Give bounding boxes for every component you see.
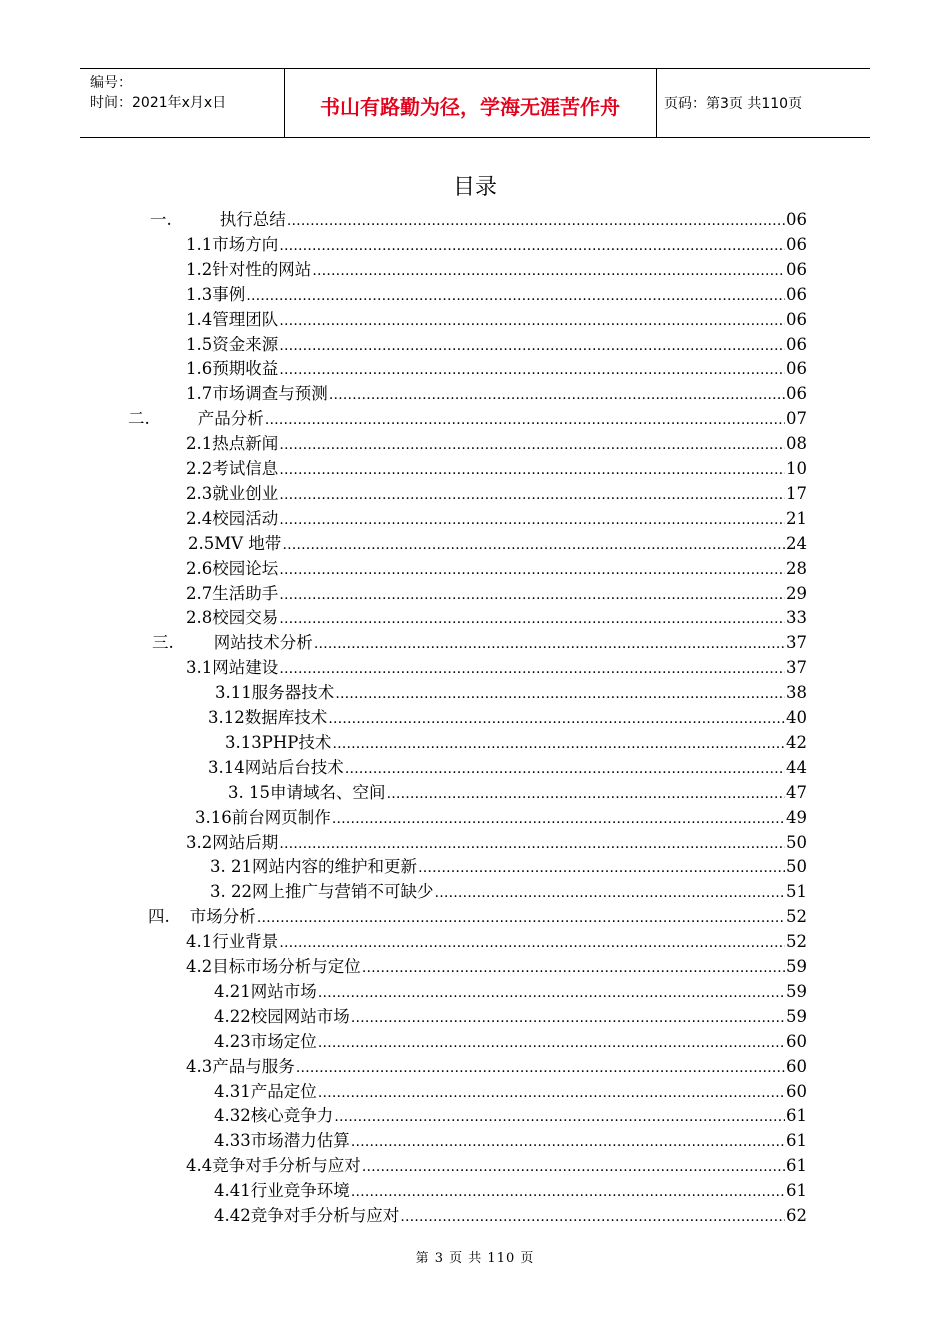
toc-entry[interactable] (186, 357, 807, 381)
toc-entry[interactable] (186, 382, 807, 406)
toc-entry-number: 2.1 (186, 434, 213, 454)
toc-entry-number: 3. 15 (228, 782, 270, 802)
toc-entry-number: 1.1 (186, 234, 213, 254)
toc-entry[interactable] (214, 1104, 807, 1128)
toc-entry-title: 就业创业 (212, 483, 279, 503)
toc-dot-leader (332, 807, 785, 831)
toc-dot-leader (351, 1130, 785, 1154)
toc-entry[interactable] (186, 582, 807, 606)
toc-entry-page: 17 (786, 483, 807, 503)
toc-entry-page: 50 (786, 857, 807, 877)
toc-entry-page: 06 (786, 309, 807, 329)
header-page-info: 页码：第3页 共110页 (664, 96, 803, 112)
toc-entry-number: 4.22 (214, 1006, 251, 1026)
toc-dot-leader (345, 757, 785, 781)
toc-entry[interactable] (214, 1080, 807, 1104)
toc-dot-leader (279, 458, 785, 482)
toc-entry-number: 4.21 (214, 981, 251, 1001)
toc-entry-number: 4.42 (214, 1206, 251, 1225)
toc-entry-page: 61 (786, 1156, 807, 1176)
toc-dot-leader (279, 657, 785, 681)
toc-entry-page: 06 (786, 359, 807, 379)
toc-entry-title: 市场分析 (189, 907, 256, 927)
toc-dot-leader (329, 383, 785, 407)
toc-entry-number: 4.33 (214, 1131, 251, 1151)
toc-entry-page: 61 (786, 1131, 807, 1151)
toc-entry-page: 60 (786, 1081, 807, 1101)
toc-dot-leader (328, 707, 785, 731)
toc-entry-title: 网站技术分析 (213, 633, 313, 653)
document-time-label: 时间：2021年x月x日 (90, 95, 227, 111)
toc-entry[interactable] (186, 1154, 807, 1178)
toc-entry[interactable] (150, 208, 807, 232)
toc-entry[interactable] (214, 1030, 807, 1054)
toc-entry-title: 考试信息 (212, 459, 279, 478)
toc-entry[interactable] (208, 756, 807, 780)
toc-entry-number: 3.13PHP (225, 732, 299, 752)
toc-entry-number: 2.6 (186, 558, 213, 578)
toc-entry-page: 08 (786, 434, 807, 454)
toc-entry[interactable] (186, 930, 807, 954)
toc-entry-page: 38 (786, 683, 807, 703)
toc-entry-page: 37 (786, 633, 807, 653)
toc-dot-leader (318, 1031, 785, 1055)
toc-entry[interactable] (186, 457, 807, 481)
toc-entry[interactable] (188, 532, 807, 556)
toc-entry-page: 42 (786, 732, 807, 752)
toc-entry-number: 一. (150, 210, 172, 229)
toc-dot-leader (279, 931, 785, 955)
toc-entry-number: 2.3 (186, 483, 213, 503)
toc-dot-leader (318, 1081, 785, 1105)
toc-entry-page: 28 (786, 558, 807, 578)
toc-entry-title: MV 地带 (214, 533, 282, 553)
toc-dot-leader (279, 558, 785, 582)
toc-entry-page: 60 (786, 1056, 807, 1076)
toc-entry[interactable] (152, 631, 807, 655)
toc-entry[interactable] (186, 1055, 807, 1079)
page-footer: 第 3 页 共 110 页 (415, 1251, 535, 1266)
toc-entry-number: 3.2 (186, 832, 213, 852)
toc-entry-page: 29 (786, 583, 807, 603)
toc-entry-page: 33 (786, 608, 807, 628)
toc-entry-number: 3. 22 (210, 882, 252, 902)
toc-entry-title: 行业背景 (212, 932, 279, 952)
toc-entry-page: 49 (786, 807, 807, 827)
toc-dot-leader (279, 234, 785, 258)
toc-dot-leader (279, 583, 785, 607)
toc-entry[interactable] (186, 258, 807, 282)
toc-entry-title: 竞争对手分析与应对 (212, 1156, 361, 1176)
toc-entry-title: 产品定位 (250, 1081, 317, 1101)
toc-entry-number: 1.5 (186, 334, 213, 354)
toc-entry-page: 59 (786, 957, 807, 976)
toc-dot-leader (279, 607, 785, 631)
toc-entry[interactable] (186, 831, 807, 855)
toc-dot-leader (434, 881, 785, 905)
toc-entry-number: 3.16 (195, 807, 232, 827)
toc-dot-leader (296, 1056, 785, 1080)
toc-dot-leader (332, 732, 785, 756)
toc-entry-page: 50 (786, 832, 807, 852)
toc-entry-page: 61 (786, 1181, 807, 1201)
toc-entry-page: 06 (786, 334, 807, 354)
toc-entry[interactable] (128, 407, 807, 431)
toc-entry[interactable] (214, 1129, 807, 1153)
toc-entry-number: 4.23 (214, 1031, 251, 1051)
toc-entry-title: 针对性的网站 (212, 259, 312, 279)
header-divider-right (656, 69, 657, 137)
toc-entry[interactable] (214, 980, 807, 1004)
toc-title: 目录 (452, 175, 497, 200)
toc-entry[interactable] (186, 333, 807, 357)
toc-entry-title: 网站内容的维护和更新 (251, 857, 417, 877)
toc-entry-title: 行业竞争环境 (250, 1181, 350, 1201)
toc-entry-title: 产品与服务 (212, 1056, 295, 1076)
toc-entry-number: 4.32 (214, 1106, 251, 1126)
toc-entry-number: 四. (148, 907, 170, 927)
toc-dot-leader (386, 782, 785, 806)
toc-entry-page: 62 (786, 1206, 807, 1225)
toc-dot-leader (279, 334, 785, 358)
toc-entry[interactable] (186, 606, 807, 630)
toc-entry-number: 4.31 (214, 1081, 251, 1101)
toc-entry[interactable] (210, 855, 807, 879)
toc-dot-leader (314, 632, 785, 656)
toc-dot-leader (362, 1155, 785, 1179)
toc-entry-number: 2.2 (186, 459, 213, 478)
toc-entry-page: 51 (786, 882, 807, 902)
toc-entry-page: 21 (786, 508, 807, 528)
toc-entry-number: 3.12 (208, 708, 245, 727)
toc-entry[interactable] (214, 1005, 807, 1029)
toc-entry[interactable] (186, 955, 807, 979)
toc-entry-title: 网站后期 (212, 832, 279, 852)
toc-entry-title: 事例 (212, 284, 246, 304)
toc-entry[interactable] (186, 308, 807, 332)
toc-entry-number: 4.1 (186, 932, 213, 952)
toc-entry-page: 06 (786, 234, 807, 254)
toc-entry-title: 校园活动 (212, 508, 279, 528)
toc-entry-page: 59 (786, 1006, 807, 1026)
header-meta (90, 73, 226, 113)
toc-dot-leader (279, 309, 785, 333)
toc-entry-title: 申请域名、空间 (269, 782, 386, 802)
toc-entry[interactable] (195, 806, 807, 830)
toc-entry[interactable] (208, 706, 807, 730)
toc-dot-leader (334, 1105, 785, 1129)
toc-entry-number: 2.8 (186, 608, 213, 628)
toc-dot-leader (318, 981, 785, 1005)
toc-entry-title: 市场调查与预测 (212, 384, 328, 404)
toc-dot-leader (279, 483, 785, 507)
toc-entry-page: 52 (786, 907, 807, 927)
toc-entry-title: 网站建设 (212, 658, 279, 678)
toc-entry[interactable] (186, 283, 807, 307)
toc-entry-title: 目标市场分析与定位 (212, 957, 361, 976)
toc-entry-page: 24 (786, 533, 807, 553)
toc-entry-number: 1.6 (186, 359, 213, 379)
toc-entry-title: 校园论坛 (212, 558, 279, 578)
toc-entry[interactable] (228, 781, 807, 805)
toc-entry-number: 2.4 (186, 508, 213, 528)
toc-entry-page: 37 (786, 658, 807, 678)
toc-entry[interactable] (148, 905, 807, 929)
toc-entry[interactable] (214, 1204, 807, 1228)
toc-dot-leader (279, 433, 785, 457)
toc-entry-title: 管理团队 (212, 309, 279, 329)
toc-entry-title: 数据库技术 (244, 708, 328, 727)
header-motto: 书山有路勤为径，学海无涯苦作舟 (320, 95, 620, 119)
toc-entry[interactable] (225, 731, 807, 755)
toc-entry-title: 市场方向 (212, 234, 279, 254)
toc-entry-title: 网站市场 (250, 981, 317, 1001)
toc-entry[interactable] (215, 681, 807, 705)
toc-dot-leader (400, 1205, 785, 1229)
toc-entry-title: 热点新闻 (212, 434, 279, 454)
toc-dot-leader (279, 508, 785, 532)
toc-entry-number: 2.5 (188, 533, 215, 553)
toc-entry-number: 3.11 (215, 683, 252, 703)
toc-entry[interactable] (214, 1179, 807, 1203)
toc-entry-title: 网站后台技术 (244, 757, 344, 777)
toc-entry[interactable] (186, 233, 807, 257)
toc-entry-page: 40 (786, 708, 807, 727)
toc-entry-number: 4.2 (186, 957, 213, 976)
toc-entry-page: 52 (786, 932, 807, 952)
toc-entry-number: 3.14 (208, 757, 245, 777)
toc-entry-title: 执行总结 (219, 210, 286, 229)
toc-dot-leader (335, 682, 785, 706)
toc-entry-number: 三. (152, 633, 174, 653)
toc-entry-number: 3. 21 (210, 857, 252, 877)
toc-entry-number: 4.4 (186, 1156, 213, 1176)
toc-dot-leader (418, 856, 785, 880)
toc-entry-page: 06 (786, 384, 807, 404)
toc-entry-page: 06 (786, 284, 807, 304)
toc-dot-leader (362, 956, 785, 980)
toc-dot-leader (312, 259, 785, 283)
toc-entry-page: 47 (786, 782, 807, 802)
toc-dot-leader (246, 284, 785, 308)
toc-entry-page: 10 (786, 459, 807, 478)
toc-entry-page: 07 (786, 409, 807, 429)
toc-entry-title: 资金来源 (212, 334, 279, 354)
toc-entry-title: 校园交易 (212, 608, 279, 628)
toc-dot-leader (282, 533, 785, 557)
toc-dot-leader (265, 408, 785, 432)
toc-entry[interactable] (186, 557, 807, 581)
toc-entry[interactable] (186, 432, 807, 456)
toc-entry-page: 60 (786, 1031, 807, 1051)
toc-entry-page: 59 (786, 981, 807, 1001)
toc-entry-title: 网上推广与营销不可缺少 (251, 882, 434, 902)
toc-entry-title: 校园网站市场 (250, 1006, 350, 1026)
toc-entry-title: 产品分析 (197, 409, 264, 429)
toc-dot-leader (279, 832, 785, 856)
toc-entry[interactable] (186, 507, 807, 531)
toc-entry[interactable] (210, 880, 807, 904)
toc-entry-number: 2.7 (186, 583, 213, 603)
toc-entry[interactable] (186, 656, 807, 680)
toc-entry[interactable] (186, 482, 807, 506)
toc-entry-page: 06 (786, 259, 807, 279)
toc-dot-leader (351, 1006, 785, 1030)
toc-entry-number: 1.4 (186, 309, 213, 329)
toc-entry-title: 核心竞争力 (250, 1106, 334, 1126)
toc-entry-number: 4.41 (214, 1181, 251, 1201)
toc-entry-title: 前台网页制作 (231, 807, 331, 827)
toc-entry-title: 市场潜力估算 (250, 1131, 350, 1151)
page-header (80, 68, 870, 138)
toc-entry-page: 06 (786, 210, 807, 229)
toc-dot-leader (257, 906, 785, 930)
toc-entry-title: 预期收益 (212, 359, 279, 379)
toc-entry-page: 44 (786, 757, 807, 777)
document-number-label: 编号： (90, 75, 132, 91)
toc-entry-title: 生活助手 (212, 583, 279, 603)
toc-dot-leader (351, 1180, 785, 1204)
toc-entry-number: 二. (128, 409, 150, 429)
toc-entry-number: 1.2 (186, 259, 213, 279)
toc-entry-title: 竞争对手分析与应对 (250, 1206, 400, 1225)
toc-entry-title: 技术 (298, 732, 332, 752)
toc-entry-number: 4.3 (186, 1056, 213, 1076)
toc-entry-number: 3.1 (186, 658, 213, 678)
toc-dot-leader (279, 358, 785, 382)
toc-entry-number: 1.7 (186, 384, 213, 404)
toc-entry-number: 1.3 (186, 284, 213, 304)
toc-entry-title: 服务器技术 (251, 683, 335, 703)
toc-entry-page: 61 (786, 1106, 807, 1126)
toc-dot-leader (287, 209, 785, 233)
toc-entry-title: 市场定位 (250, 1031, 317, 1051)
